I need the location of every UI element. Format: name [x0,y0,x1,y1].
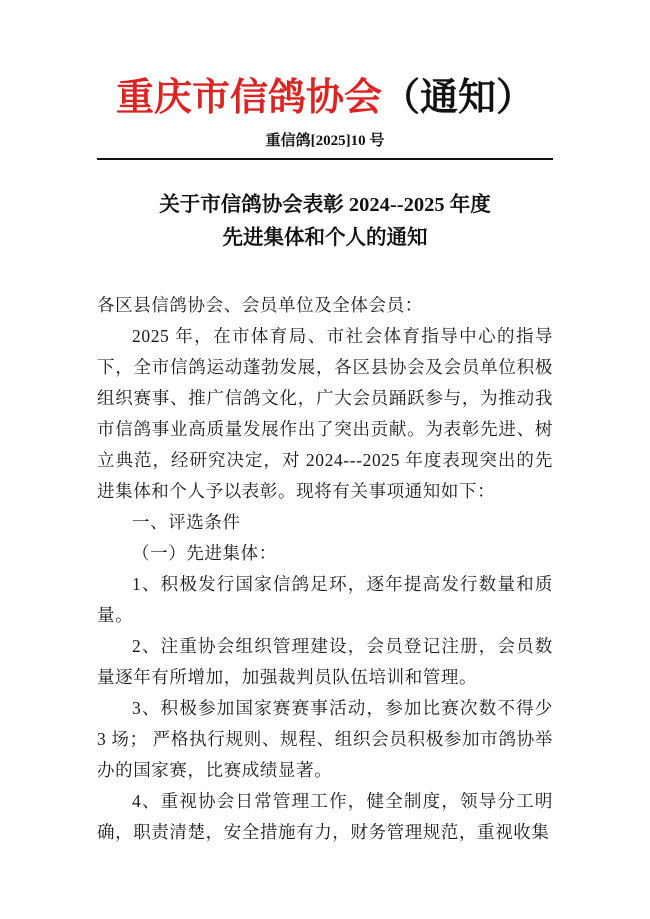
document-title [97,189,553,255]
body-paragraph: 4、重视协会日常管理工作，健全制度，领导分工明确，职责清楚，安全措施有力，财务管理规范，重视收集 [97,791,553,842]
title-line-1: 关于市信鸽协会表彰 2024--2025 年度 [159,194,491,216]
header-suffix: （通知） [382,77,535,119]
body-paragraph: （一）先进集体： [132,543,277,563]
body-paragraph: 2025 年，在市体育局、市社会体育指导中心的指导下，全市信鸽运动蓬勃发展，各区县协会及会员单位积极组织赛事、推广信鸽文化，广大会员踊跃参与，为推动我市信鸽事业高质量发展作出了突出贡献。为表彰先进、树立典范，经研究决定，对 2024---2025 年度表现突出的先进集体和个人予以表彰。现将有关事项通知如下： [97,326,553,501]
body-paragraph: 3、积极参加国家赛赛事活动，参加比赛次数不得少 3 场； 严格执行规则、规程、组织会员积极参加市鸽协举办的国家赛，比赛成绩显著。 [97,698,553,780]
document-body [97,290,553,848]
org-name: 重庆市信鸽协会 [115,77,382,119]
body-paragraph: 一、评选条件 [132,512,241,532]
title-line-2: 先进集体和个人的通知 [222,227,428,249]
body-paragraph: 各区县信鸽协会、会员单位及全体会员： [97,295,423,315]
body-paragraph: 1、积极发行国家信鸽足环，逐年提高发行数量和质量。 [97,574,553,625]
body-paragraph: 2、注重协会组织管理建设，会员登记注册，会员数量逐年有所增加，加强裁判员队伍培训和管理。 [97,636,553,687]
doc-number: 重信鸽[2025]10 号 [265,133,385,149]
document-header [97,74,553,122]
header-divider [97,158,553,160]
